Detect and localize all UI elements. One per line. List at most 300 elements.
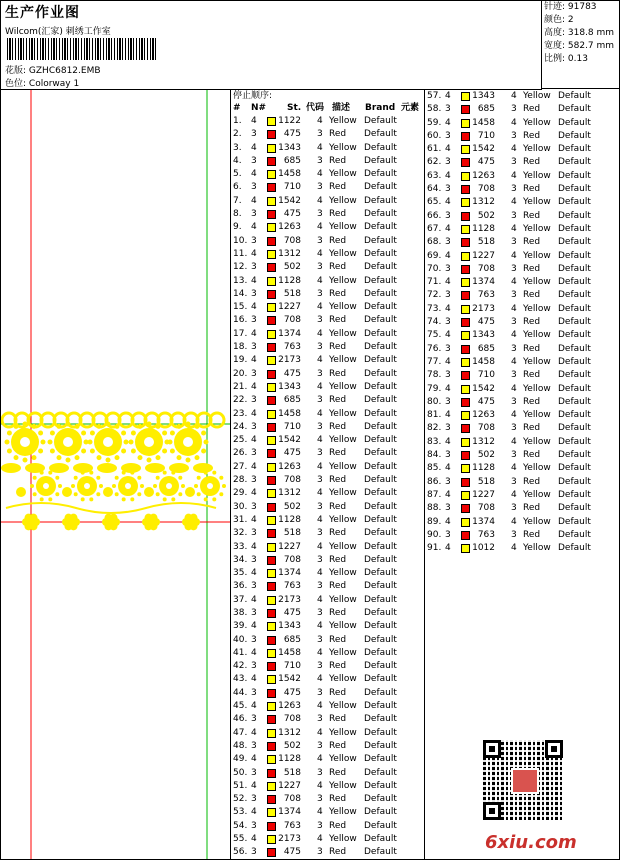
lace-petal (96, 476, 100, 480)
stop-row (425, 143, 619, 156)
stop-row (231, 328, 424, 341)
stitch-count: 475 (283, 847, 301, 858)
lace-petal (48, 497, 52, 501)
lace-petal (23, 458, 28, 463)
needle-number: 3 (251, 235, 257, 246)
lace-petal (33, 476, 37, 480)
lace-petal (138, 455, 143, 460)
stop-index: 1. (233, 116, 242, 126)
stitch-count: 1458 (472, 356, 495, 367)
stop-index: 70. (427, 263, 442, 274)
stitch-count: 1374 (472, 277, 495, 288)
stop-index: 16. (233, 315, 248, 326)
stop-index: 21. (233, 381, 248, 392)
thread-code: 3 (317, 288, 323, 299)
stop-index: 11. (233, 248, 248, 259)
lace-flower-center (108, 519, 114, 525)
stitch-count: 518 (477, 237, 495, 248)
color-swatch (267, 423, 276, 432)
lace-petal (201, 449, 206, 454)
needle-number: 4 (445, 303, 451, 314)
stop-index: 29. (233, 488, 248, 499)
lace-petal (156, 492, 160, 496)
thread-description: Yellow (329, 248, 357, 259)
thread-brand: Default (558, 290, 591, 301)
lace-petal (121, 431, 126, 436)
thread-description: Red (329, 448, 347, 459)
lace-petal (48, 440, 53, 445)
thread-code: 3 (317, 661, 323, 672)
stitch-count: 1128 (278, 754, 301, 765)
stop-row (231, 341, 424, 354)
stat-scale: 比例: 0.13 (544, 54, 588, 64)
stop-index: 60. (427, 130, 442, 141)
color-swatch (461, 132, 470, 141)
needle-number: 3 (251, 714, 257, 725)
color-swatch (267, 503, 276, 512)
stop-index: 30. (233, 501, 248, 512)
lace-petal (186, 458, 191, 463)
stop-row (425, 103, 619, 116)
stop-row (425, 516, 619, 529)
thread-brand: Default (364, 488, 397, 499)
stop-index: 42. (233, 661, 248, 672)
qr-finder (545, 740, 563, 758)
thread-brand: Default (558, 370, 591, 381)
stop-row (425, 130, 619, 143)
thread-brand: Default (364, 754, 397, 765)
stop-index: 3. (233, 142, 242, 153)
color-swatch (461, 438, 470, 447)
needle-number: 3 (251, 687, 257, 698)
needle-number: 4 (445, 543, 451, 554)
color-swatch (461, 358, 470, 367)
stitch-count: 475 (283, 209, 301, 220)
thread-brand: Default (364, 621, 397, 632)
stop-order-label: 停止顺序: (233, 91, 273, 101)
thread-brand: Default (364, 328, 397, 339)
thread-brand: Default (558, 250, 591, 261)
thread-description: Yellow (329, 275, 357, 286)
lace-petal (115, 455, 120, 460)
lace-petal (75, 455, 80, 460)
color-swatch (267, 742, 276, 751)
lace-petal (124, 440, 129, 445)
thread-code: 3 (317, 209, 323, 220)
thread-brand: Default (364, 248, 397, 259)
lace-petal (212, 471, 216, 475)
color-swatch (267, 569, 276, 578)
stitch-count: 518 (477, 476, 495, 487)
stop-row (425, 369, 619, 382)
thread-code: 3 (511, 210, 517, 221)
thread-brand: Default (558, 436, 591, 447)
thread-code: 3 (511, 104, 517, 115)
thread-brand: Default (558, 356, 591, 367)
thread-description: Red (329, 767, 347, 778)
color-swatch (267, 210, 276, 219)
thread-code: 3 (317, 448, 323, 459)
color-swatch (267, 223, 276, 232)
needle-number: 3 (445, 396, 451, 407)
color-swatch (461, 478, 470, 487)
color-swatch (267, 316, 276, 325)
stop-row (231, 461, 424, 474)
lace-flower-center (188, 519, 194, 525)
thread-description: Red (329, 421, 347, 432)
stitch-count: 2173 (472, 303, 495, 314)
stitch-count: 685 (283, 155, 301, 166)
stats-panel (542, 1, 619, 89)
thread-description: Red (329, 475, 347, 486)
thread-brand: Default (364, 302, 397, 313)
stop-index: 57. (427, 91, 442, 101)
needle-number: 4 (251, 568, 257, 579)
thread-code: 3 (511, 343, 517, 354)
stitch-count: 1458 (278, 408, 301, 419)
stop-index: 45. (233, 701, 248, 712)
lace-petal (90, 431, 95, 436)
thread-description: Red (523, 290, 541, 301)
thread-brand: Default (558, 184, 591, 195)
stitch-count: 1458 (278, 647, 301, 658)
color-swatch (461, 265, 470, 274)
lace-petal (112, 484, 116, 488)
thread-description: Red (523, 503, 541, 514)
thread-description: Red (523, 450, 541, 461)
color-swatch (267, 449, 276, 458)
thread-description: Yellow (329, 834, 357, 845)
stop-row (231, 514, 424, 527)
lace-petal (55, 492, 59, 496)
color-swatch (267, 237, 276, 246)
thread-description: Yellow (523, 223, 551, 234)
lace-petal (30, 484, 34, 488)
stop-index: 74. (427, 317, 442, 328)
stitch-count: 710 (283, 421, 301, 432)
thread-brand: Default (558, 303, 591, 314)
thread-code: 3 (317, 421, 323, 432)
stop-index: 62. (427, 157, 442, 168)
thread-description: Yellow (523, 463, 551, 474)
thread-description: Yellow (329, 328, 357, 339)
stitch-count: 685 (283, 395, 301, 406)
needle-number: 3 (251, 820, 257, 831)
stop-index: 56. (233, 847, 248, 858)
thread-code: 3 (317, 235, 323, 246)
stop-index: 12. (233, 262, 248, 273)
stop-index: 73. (427, 303, 442, 314)
stop-row (425, 343, 619, 356)
lace-petal (162, 431, 167, 436)
stop-index: 88. (427, 503, 442, 514)
color-swatch (461, 531, 470, 540)
thread-brand: Default (364, 661, 397, 672)
thread-code: 3 (317, 847, 323, 858)
color-swatch (267, 622, 276, 631)
thread-description: Yellow (329, 647, 357, 658)
thread-brand: Default (364, 368, 397, 379)
thread-code: 3 (317, 182, 323, 193)
col-header-needle: N# (251, 103, 267, 113)
lace-petal (81, 431, 86, 436)
stop-index: 89. (427, 516, 442, 527)
thread-description: Yellow (329, 727, 357, 738)
thread-brand: Default (364, 820, 397, 831)
thread-brand: Default (364, 554, 397, 565)
thread-code: 4 (317, 302, 323, 313)
stop-row (231, 620, 424, 633)
thread-brand: Default (364, 767, 397, 778)
lace-petal (140, 484, 144, 488)
color-swatch (267, 848, 276, 857)
stitch-count: 708 (283, 554, 301, 565)
thread-brand: Default (364, 155, 397, 166)
lace-petal (131, 431, 136, 436)
thread-code: 4 (317, 222, 323, 233)
stop-index: 39. (233, 621, 248, 632)
thread-description: Yellow (523, 197, 551, 208)
thread-code: 4 (317, 435, 323, 446)
lace-flower-center (166, 483, 172, 489)
thread-description: Yellow (523, 516, 551, 527)
stop-sequence-column-1 (231, 90, 425, 859)
lace-petal (50, 431, 55, 436)
thread-brand: Default (364, 714, 397, 725)
stop-row (231, 554, 424, 567)
thread-description: Red (329, 501, 347, 512)
thread-brand: Default (558, 170, 591, 181)
lace-petal (89, 497, 93, 501)
thread-code: 3 (317, 129, 323, 140)
lace-petal (171, 497, 175, 501)
color-swatch (267, 636, 276, 645)
lace-petal (115, 424, 120, 429)
col-header-description: 描述 (332, 103, 351, 113)
color-swatch (461, 424, 470, 433)
stitch-count: 1227 (278, 780, 301, 791)
needle-number: 4 (251, 275, 257, 286)
stop-index: 44. (233, 687, 248, 698)
thread-description: Yellow (329, 355, 357, 366)
lace-petal (130, 497, 134, 501)
stitch-count: 763 (477, 529, 495, 540)
thread-brand: Default (364, 794, 397, 805)
stop-row (231, 700, 424, 713)
needle-number: 4 (445, 436, 451, 447)
lace-petal (178, 492, 182, 496)
thread-code: 4 (317, 461, 323, 472)
needle-number: 4 (251, 647, 257, 658)
thread-code: 4 (317, 701, 323, 712)
stitch-count: 1312 (278, 727, 301, 738)
stitch-count: 1312 (278, 248, 301, 259)
stitch-count: 502 (283, 262, 301, 273)
color-swatch (267, 277, 276, 286)
needle-number: 4 (251, 594, 257, 605)
stitch-count: 502 (477, 450, 495, 461)
color-swatch (267, 582, 276, 591)
stop-row (425, 529, 619, 542)
lace-leaf (145, 463, 165, 473)
stop-list-2 (425, 90, 619, 555)
qr-logo-icon (511, 768, 539, 794)
thread-description: Red (523, 157, 541, 168)
needle-number: 3 (251, 288, 257, 299)
lace-flower-center (63, 437, 73, 447)
thread-description: Yellow (523, 383, 551, 394)
needle-number: 3 (445, 157, 451, 168)
stop-index: 5. (233, 169, 242, 180)
thread-code: 3 (317, 581, 323, 592)
thread-description: Yellow (329, 222, 357, 233)
needle-number: 3 (251, 182, 257, 193)
thread-brand: Default (558, 104, 591, 115)
stitch-count: 1312 (472, 197, 495, 208)
lace-petal (170, 431, 175, 436)
lace-dot (62, 487, 72, 497)
col-header-brand: Brand (365, 103, 396, 113)
lace-flower-center (68, 519, 74, 525)
stop-row (425, 170, 619, 183)
color-swatch (461, 278, 470, 287)
stop-row (231, 660, 424, 673)
stop-row (231, 221, 424, 234)
color-swatch (267, 157, 276, 166)
lace-petal (147, 422, 152, 427)
needle-number: 4 (251, 488, 257, 499)
lace-flower-center (125, 483, 131, 489)
lace-petal (163, 471, 167, 475)
thread-brand: Default (364, 634, 397, 645)
stop-index: 68. (427, 237, 442, 248)
stop-index: 51. (233, 780, 248, 791)
lace-petal (81, 471, 85, 475)
needle-number: 4 (251, 328, 257, 339)
thread-description: Red (329, 820, 347, 831)
needle-number: 4 (251, 621, 257, 632)
thread-description: Red (329, 262, 347, 273)
thread-description: Yellow (523, 117, 551, 128)
color-swatch (267, 609, 276, 618)
stop-row (231, 381, 424, 394)
stop-index: 36. (233, 581, 248, 592)
lace-flower-center (183, 437, 193, 447)
lace-petal (153, 484, 157, 488)
thread-description: Yellow (523, 410, 551, 421)
thread-code: 4 (317, 408, 323, 419)
stitch-count: 518 (283, 767, 301, 778)
color-swatch (267, 556, 276, 565)
color-swatch (267, 516, 276, 525)
barcode (7, 38, 157, 60)
stop-index: 76. (427, 343, 442, 354)
stop-index: 77. (427, 356, 442, 367)
color-swatch (461, 504, 470, 513)
lace-petal (178, 476, 182, 480)
stop-index: 25. (233, 435, 248, 446)
thread-brand: Default (558, 383, 591, 394)
color-swatch (267, 769, 276, 778)
stop-row (231, 780, 424, 793)
lace-petal (48, 471, 52, 475)
thread-description: Yellow (523, 91, 551, 101)
stitch-count: 1542 (278, 435, 301, 446)
thread-code: 4 (317, 834, 323, 845)
thread-brand: Default (364, 342, 397, 353)
lace-petal (147, 458, 152, 463)
stitch-count: 1263 (278, 701, 301, 712)
stitch-count: 1458 (472, 117, 495, 128)
lace-petal (194, 484, 198, 488)
thread-brand: Default (364, 169, 397, 180)
thread-description: Yellow (329, 408, 357, 419)
lace-petal (197, 492, 201, 496)
thread-code: 3 (511, 396, 517, 407)
thread-code: 3 (511, 263, 517, 274)
thread-code: 4 (511, 197, 517, 208)
thread-description: Yellow (329, 621, 357, 632)
needle-number: 4 (251, 381, 257, 392)
thread-brand: Default (364, 834, 397, 845)
thread-brand: Default (558, 144, 591, 155)
lace-petal (195, 424, 200, 429)
stop-row (231, 820, 424, 833)
stop-index: 69. (427, 250, 442, 261)
thread-description: Yellow (523, 303, 551, 314)
lace-petal (71, 484, 75, 488)
qr-finder (483, 802, 501, 820)
stitch-count: 2173 (278, 355, 301, 366)
thread-code: 3 (511, 317, 517, 328)
needle-number: 4 (251, 195, 257, 206)
thread-brand: Default (364, 381, 397, 392)
stitch-count: 708 (283, 315, 301, 326)
color-swatch (461, 331, 470, 340)
thread-code: 3 (511, 237, 517, 248)
stitch-count: 475 (283, 129, 301, 140)
stop-row (425, 156, 619, 169)
stitch-count: 1012 (472, 543, 495, 554)
lace-petal (89, 471, 93, 475)
lace-petal (81, 497, 85, 501)
lace-petal (40, 471, 44, 475)
stop-row (231, 408, 424, 421)
needle-number: 3 (445, 290, 451, 301)
stop-index: 20. (233, 368, 248, 379)
needle-number: 4 (251, 674, 257, 685)
design-preview (1, 90, 231, 859)
stitch-count: 1343 (278, 381, 301, 392)
thread-description: Red (523, 210, 541, 221)
stop-row (231, 833, 424, 846)
color-swatch (267, 835, 276, 844)
thread-code: 4 (317, 727, 323, 738)
needle-number: 3 (445, 130, 451, 141)
color-swatch (461, 385, 470, 394)
stop-index: 4. (233, 155, 242, 166)
stop-index: 23. (233, 408, 248, 419)
thread-brand: Default (364, 687, 397, 698)
thread-brand: Default (364, 235, 397, 246)
stitch-count: 708 (283, 235, 301, 246)
lace-petal (201, 431, 206, 436)
needle-number: 4 (445, 117, 451, 128)
lace-dot (16, 487, 26, 497)
color-swatch (461, 345, 470, 354)
stop-index: 52. (233, 794, 248, 805)
stop-row (231, 168, 424, 181)
